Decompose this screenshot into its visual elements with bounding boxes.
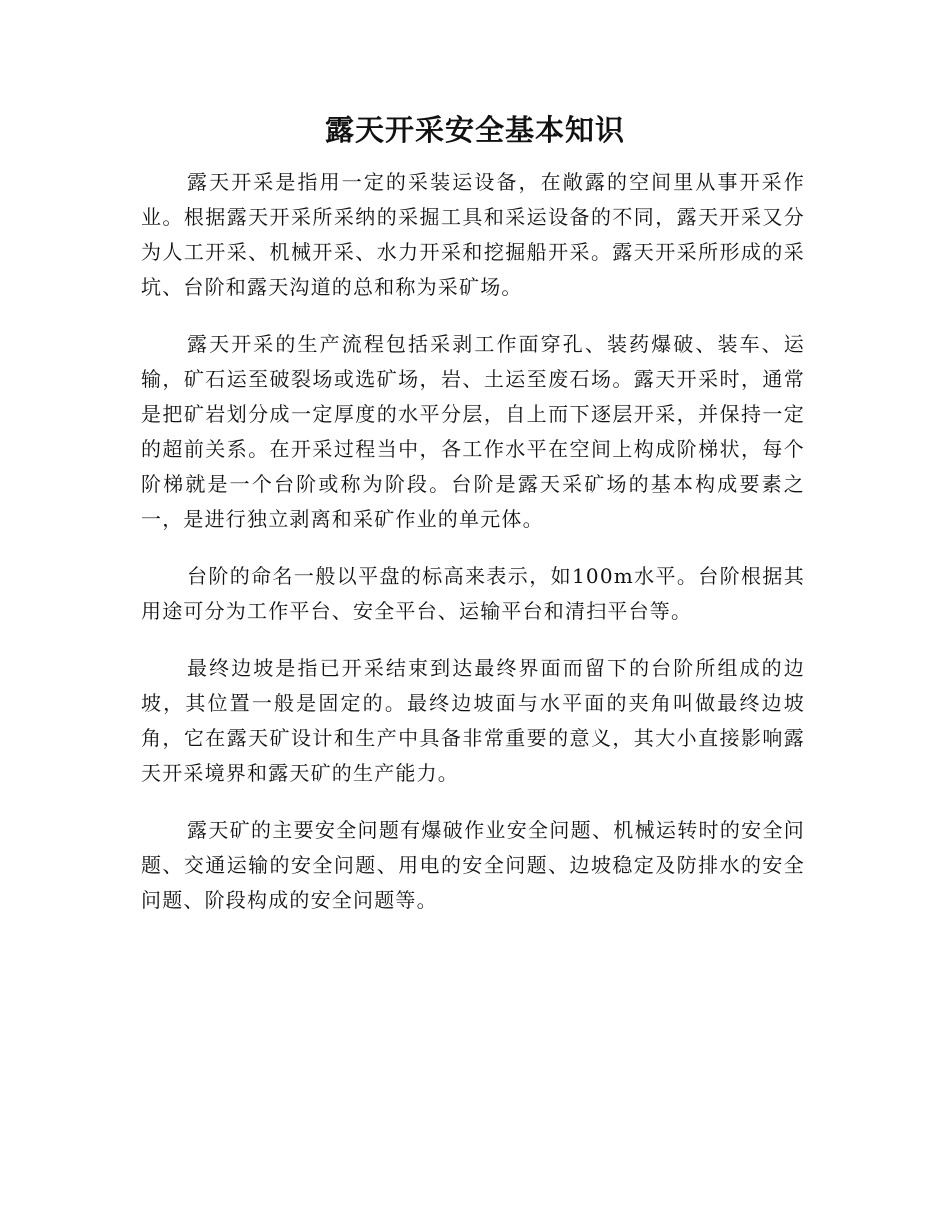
- document-body: [141, 165, 805, 940]
- paragraph-production-process: 露天开采的生产流程包括采剥工作面穿孔、装药爆破、装车、运输，矿石运至破裂场或选矿场，岩、土运至废石场。露天开采时，通常是把矿岩划分成一定厚度的水平分层，自上而下逐层开采，并保持一定的超前关系。在开采过程当中，各工作水平在空间上构成阶梯状，每个阶梯就是一个台阶或称为阶段。台阶是露天采矿场的基本构成要素之一，是进行独立剥离和采矿作业的单元体。: [141, 332, 805, 531]
- paragraph-bench-naming: 台阶的命名一般以平盘的标高来表示，如100m水平。台阶根据其用途可分为工作平台、安全平台、运输平台和清扫平台等。: [141, 564, 805, 623]
- paragraph-safety-issues: 露天矿的主要安全问题有爆破作业安全问题、机械运转时的安全问题、交通运输的安全问题、用电的安全问题、边坡稳定及防排水的安全问题、阶段构成的安全问题等。: [141, 818, 805, 912]
- paragraph-definition: 露天开采是指用一定的采装运设备，在敞露的空间里从事开采作业。根据露天开采所采纳的采掘工具和采运设备的不同，露天开采又分为人工开采、机械开采、水力开采和挖掘船开采。露天开采所形成的采坑、台阶和露天沟道的总和称为采矿场。: [141, 170, 805, 299]
- document-title: 露天开采安全基本知识: [324, 113, 625, 147]
- paragraph-final-slope: 最终边坡是指已开采结束到达最终界面而留下的台阶所组成的边坡，其位置一般是固定的。最终边坡面与水平面的夹角叫做最终边坡角，它在露天矿设计和生产中具备非常重要的意义，其大小直接影响露天开采境界和露天矿的生产能力。: [141, 656, 805, 785]
